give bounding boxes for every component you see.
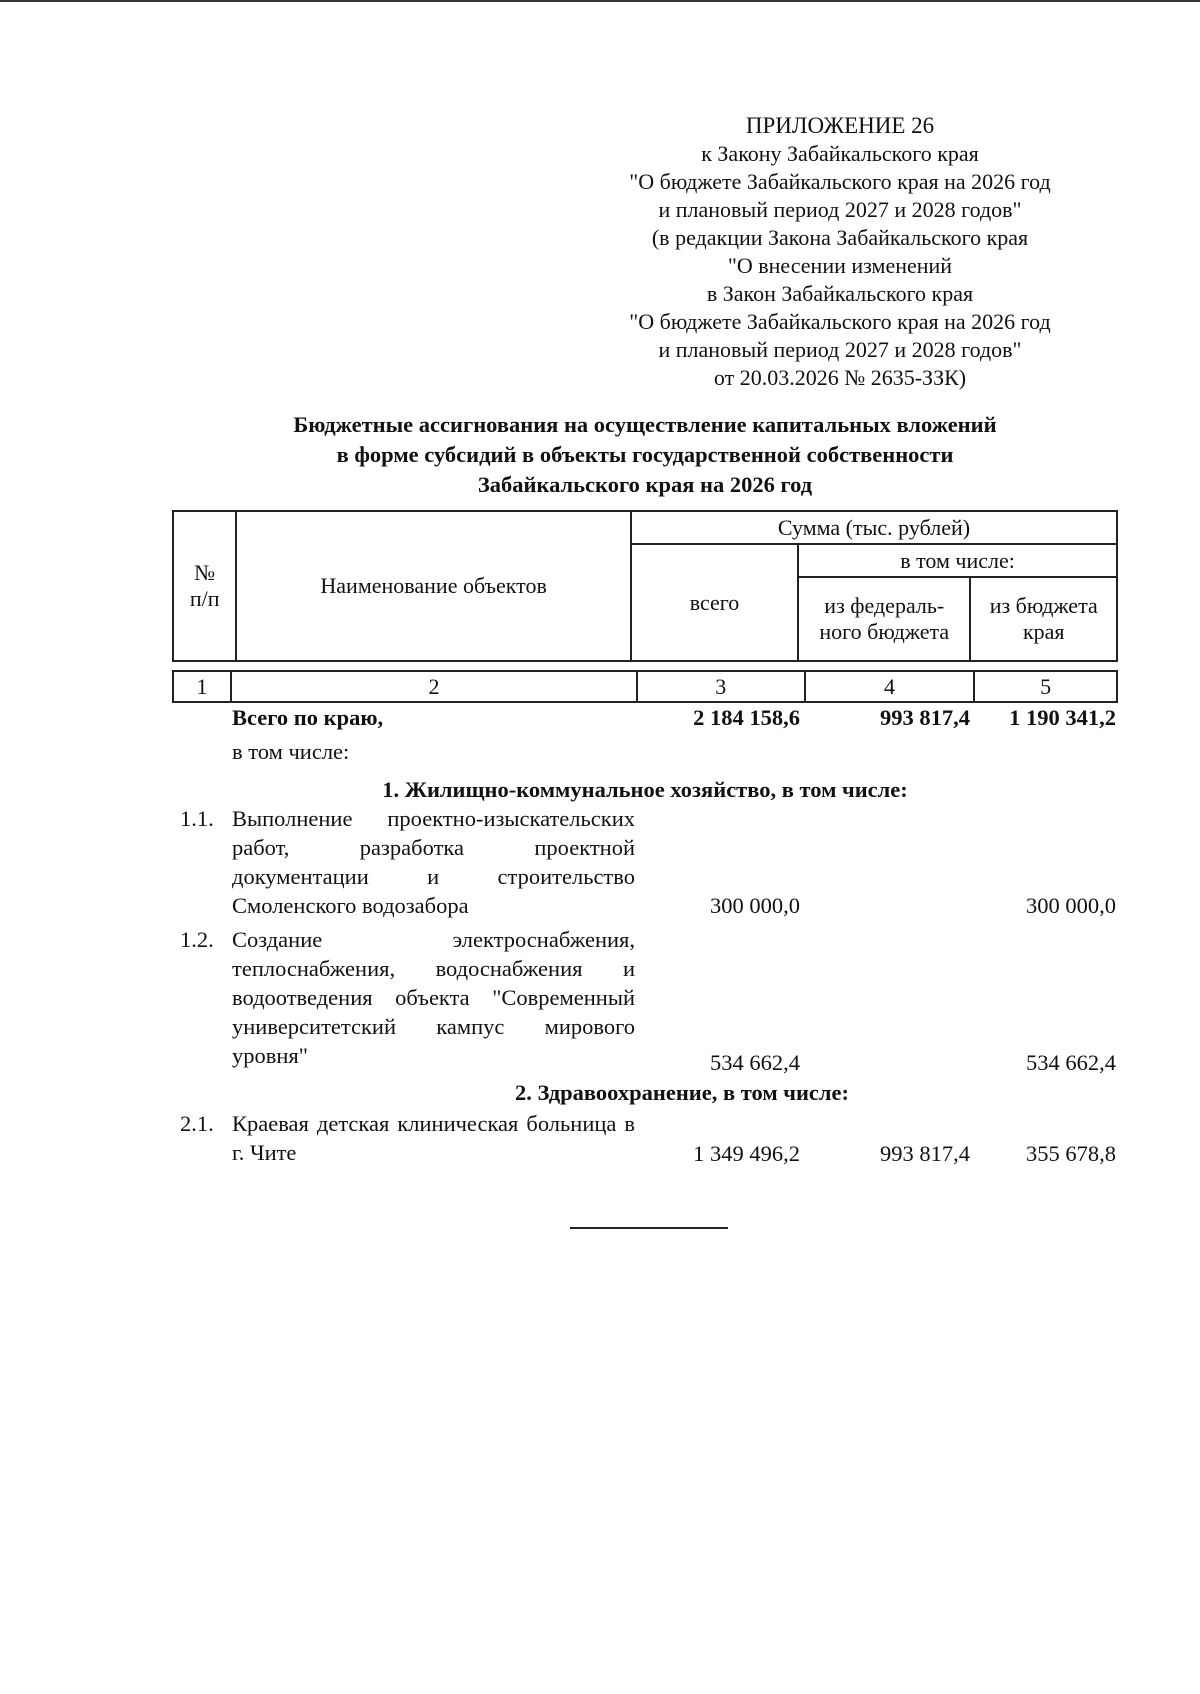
- total-label: Всего по краю,: [232, 705, 384, 730]
- document-title-line: в форме субсидий в объекты государственной собственности: [336, 442, 954, 467]
- item-total: 534 662,4: [710, 1050, 800, 1075]
- item-total: 300 000,0: [710, 893, 800, 918]
- appendix-line: к Закону Забайкальского края: [701, 141, 979, 166]
- item-number: 1.1.: [180, 806, 214, 831]
- header-num: № п/п: [173, 511, 236, 661]
- item-regional: 300 000,0: [1026, 893, 1116, 918]
- page-top-border: [0, 0, 1200, 2]
- document-title-line: Бюджетные ассигнования на осуществление капитальных вложений: [293, 412, 997, 437]
- header-name: Наименование объектов: [236, 511, 631, 661]
- section-title: 1. Жилищно-коммунальное хозяйство, в том числе:: [382, 777, 908, 802]
- appendix-line: и плановый период 2027 и 2028 годов": [658, 337, 1022, 362]
- header-total: всего: [631, 544, 798, 661]
- item-federal: 993 817,4: [880, 1141, 970, 1166]
- appendix-line: "О внесении изменений: [727, 253, 953, 278]
- col-number: 3: [637, 671, 805, 702]
- header-federal: из федераль- ного бюджета: [798, 577, 970, 661]
- document-title-line: Забайкальского края на 2026 год: [477, 472, 813, 497]
- col-number: 4: [805, 671, 975, 702]
- total-regional: 1 190 341,2: [1009, 705, 1116, 730]
- section-title: 2. Здравоохранение, в том числе:: [514, 1080, 850, 1105]
- appendix-title: ПРИЛОЖЕНИЕ 26: [745, 113, 935, 138]
- item-regional: 355 678,8: [1026, 1141, 1116, 1166]
- col-number: 5: [974, 671, 1117, 702]
- col-number: 1: [173, 671, 231, 702]
- total-federal: 993 817,4: [880, 705, 970, 730]
- appendix-block: [560, 112, 1120, 392]
- appendix-line: и плановый период 2027 и 2028 годов": [658, 197, 1022, 222]
- total-sublabel: в том числе:: [232, 739, 350, 764]
- item-name: Создание электроснабжения, теплоснабжения, водоснабжения и водоотведения объекта "Современный университетский кампус мирового уровня": [232, 927, 635, 1068]
- end-rule: [570, 1227, 728, 1229]
- table-header: [172, 510, 1118, 662]
- header-regional: из бюджета края: [970, 577, 1117, 661]
- appendix-line: "О бюджете Забайкальского края на 2026 год: [629, 309, 1051, 334]
- appendix-line: от 20.03.2026 № 2635-ЗЗК): [713, 365, 967, 390]
- item-number: 1.2.: [180, 927, 214, 952]
- item-name: Краевая детская клиническая больница в г. Чите: [232, 1111, 635, 1165]
- document-title: [170, 410, 1120, 500]
- item-regional: 534 662,4: [1026, 1050, 1116, 1075]
- column-numbers-row: [172, 670, 1118, 703]
- appendix-line: "О бюджете Забайкальского края на 2026 год: [629, 169, 1051, 194]
- item-total: 1 349 496,2: [693, 1141, 800, 1166]
- appendix-line: (в редакции Закона Забайкальского края: [651, 225, 1029, 250]
- item-number: 2.1.: [180, 1111, 214, 1136]
- header-including: в том числе:: [798, 544, 1117, 577]
- header-sum: Сумма (тыс. рублей): [631, 511, 1117, 544]
- item-name: Выполнение проектно-изыскательских работ, разработка проектной документации и строительство Смоленского водозабора: [232, 806, 635, 918]
- col-number: 2: [231, 671, 637, 702]
- appendix-line: в Закон Забайкальского края: [706, 281, 974, 306]
- total-sum: 2 184 158,6: [693, 705, 800, 730]
